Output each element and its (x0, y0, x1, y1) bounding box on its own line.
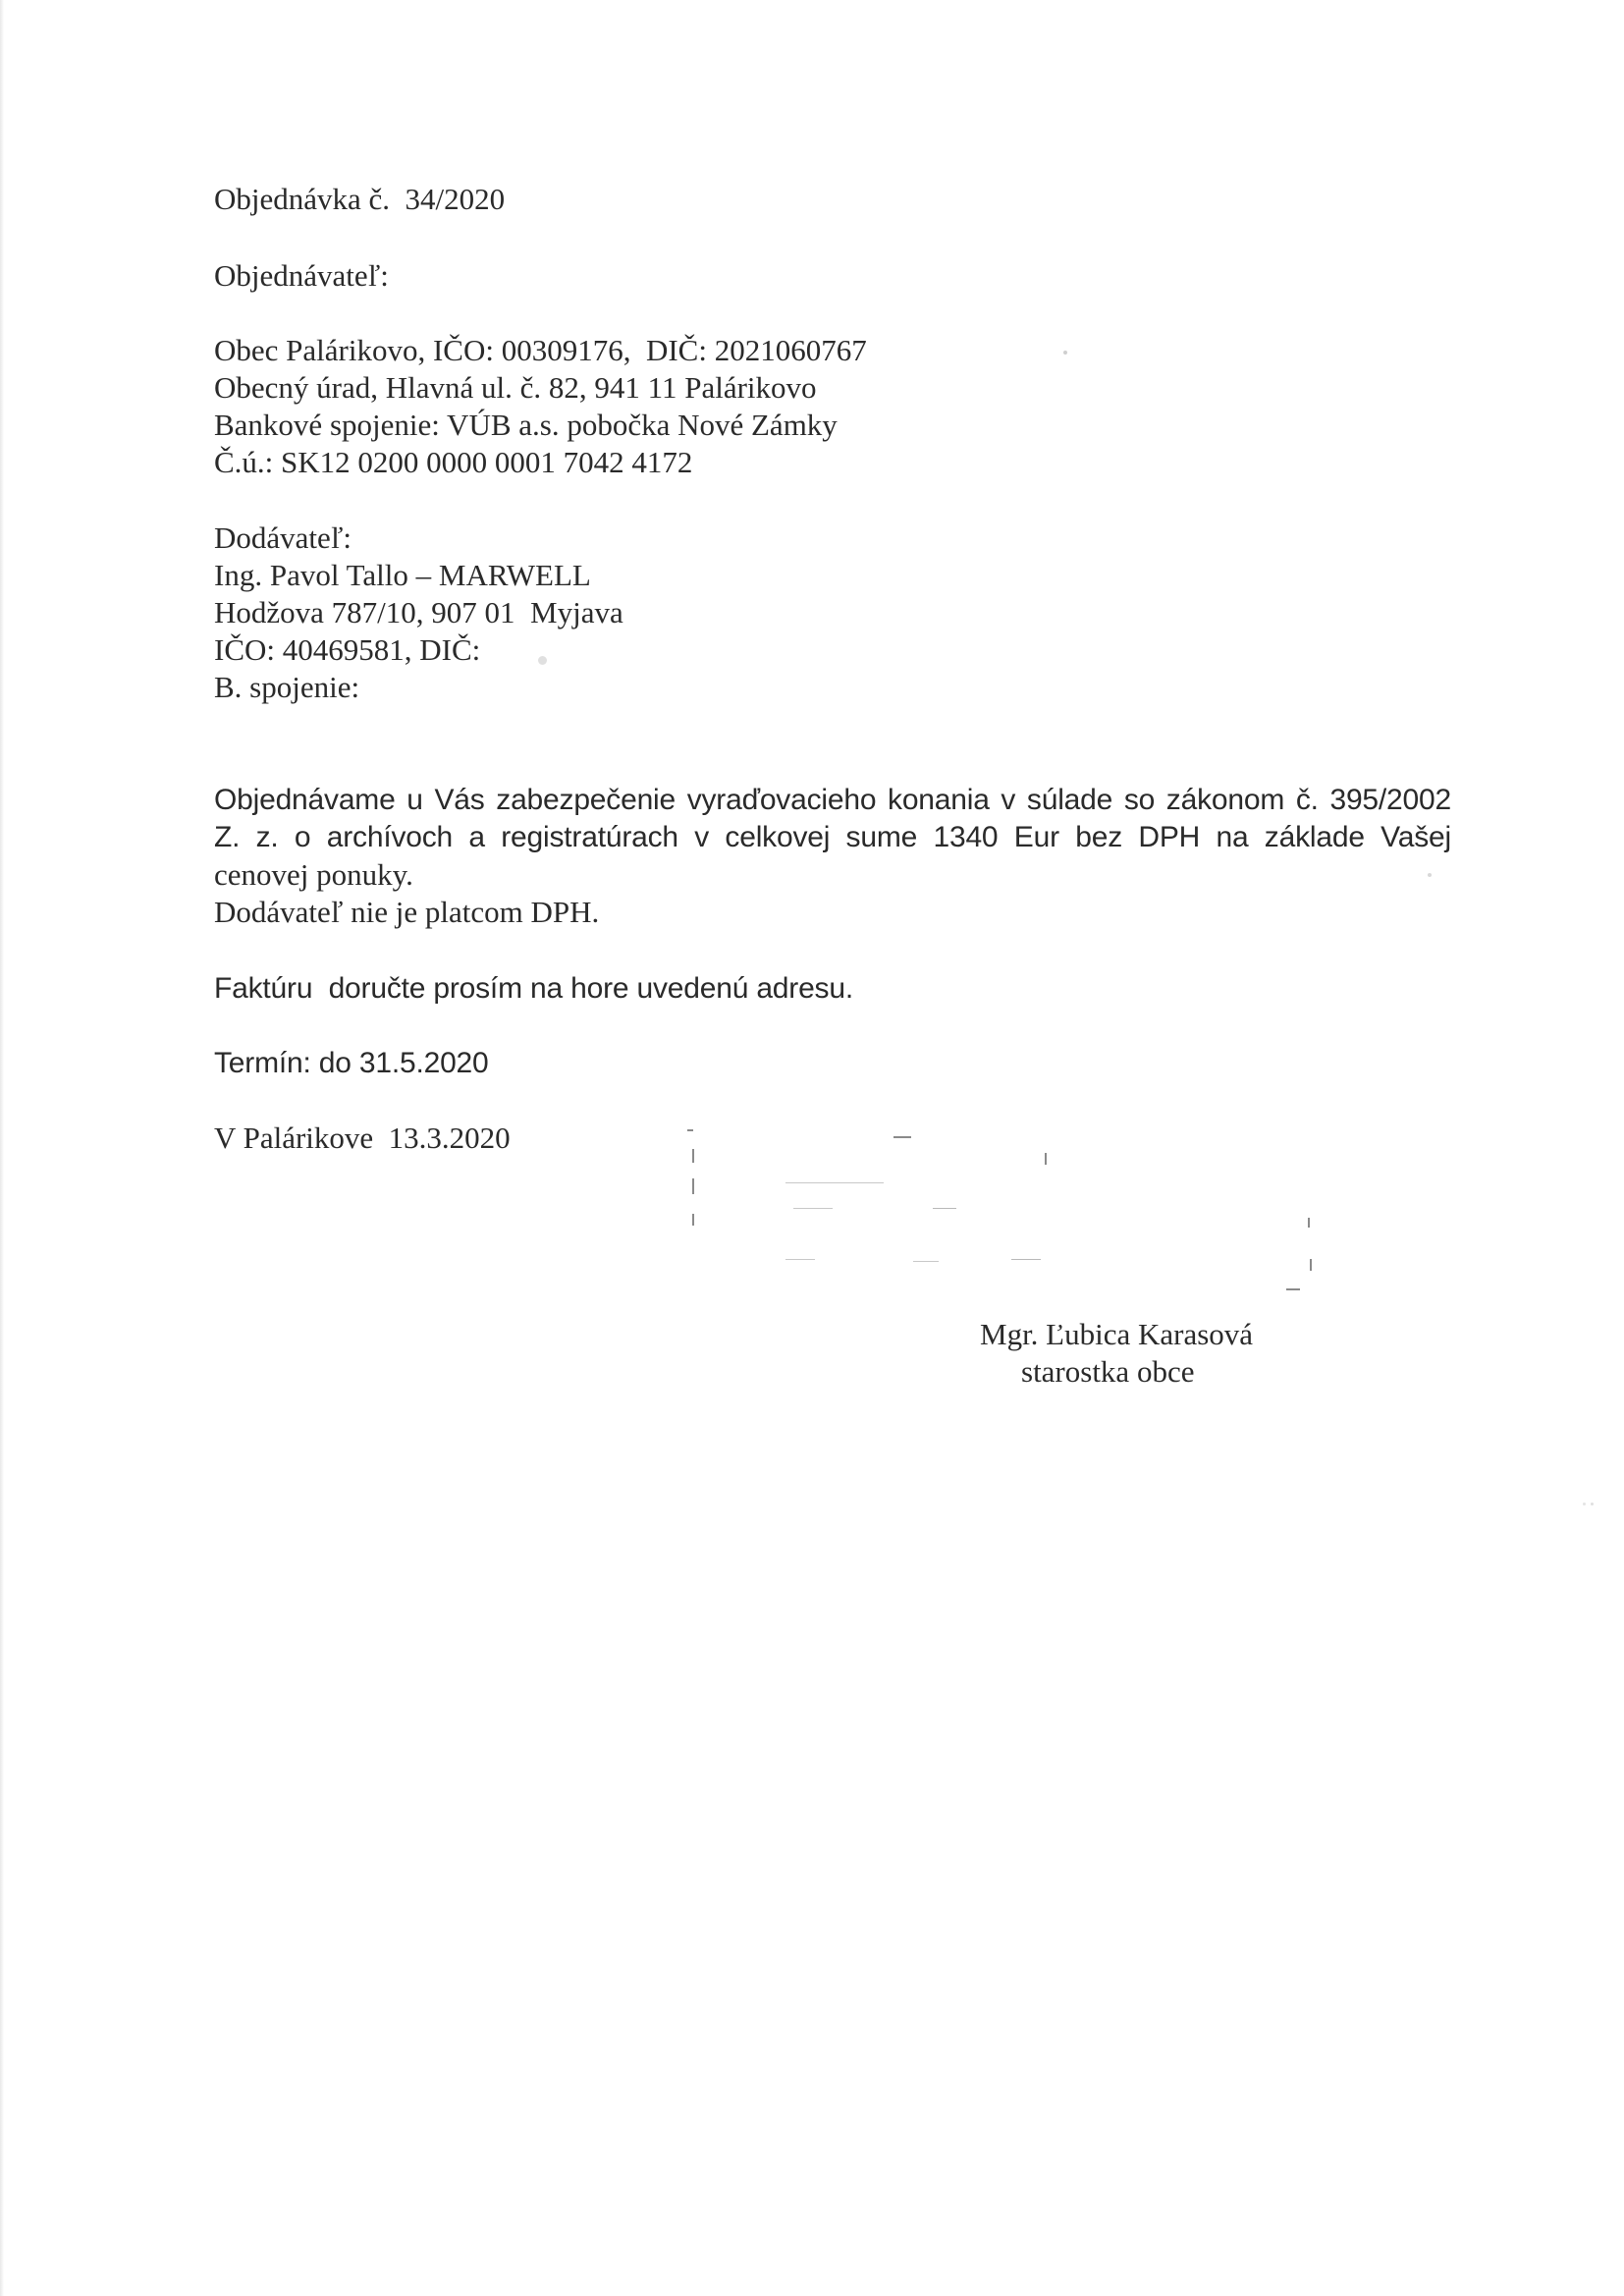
signatory-title: starostka obce (1021, 1354, 1195, 1389)
body-line-2: Z. z. o archívoch a registratúrach v celkovej sume 1340 Eur bez DPH na základe Vašej (214, 821, 1451, 853)
scan-speck (1428, 873, 1432, 877)
scan-edge (0, 0, 4, 2296)
body-line-1: Objednávame u Vás zabezpečenie vyraďovacieho konania v súlade so zákonom č. 395/2002 (214, 784, 1451, 816)
customer-line-4: Č.ú.: SK12 0200 0000 0001 7042 4172 (214, 445, 693, 479)
order-number: Objednávka č. 34/2020 (214, 182, 506, 216)
customer-line-1: Obec Palárikovo, IČO: 00309176, DIČ: 2021060767 (214, 333, 867, 367)
supplier-line-2: Hodžova 787/10, 907 01 Myjava (214, 595, 623, 629)
scan-speck (1063, 351, 1067, 355)
supplier-line-3: IČO: 40469581, DIČ: (214, 632, 481, 667)
customer-heading: Objednávateľ: (214, 258, 389, 293)
deadline: Termín: do 31.5.2020 (214, 1047, 489, 1079)
supplier-line-4: B. spojenie: (214, 670, 360, 704)
body-line-3: cenovej ponuky. (214, 857, 413, 892)
supplier-heading: Dodávateľ: (214, 520, 352, 555)
scan-speck (538, 656, 547, 665)
signatory-name: Mgr. Ľubica Karasová (980, 1317, 1254, 1351)
place-date: V Palárikove 13.3.2020 (214, 1121, 511, 1155)
invoice-note: Faktúru doručte prosím na hore uvedenú adresu. (214, 972, 853, 1005)
scan-speck (1583, 1503, 1586, 1505)
body-line-4: Dodávateľ nie je platcom DPH. (214, 895, 600, 929)
customer-line-3: Bankové spojenie: VÚB a.s. pobočka Nové Zámky (214, 408, 838, 442)
scan-speck (1591, 1503, 1594, 1505)
supplier-line-1: Ing. Pavol Tallo – MARWELL (214, 558, 591, 592)
customer-line-2: Obecný úrad, Hlavná ul. č. 82, 941 11 Palárikovo (214, 370, 817, 405)
